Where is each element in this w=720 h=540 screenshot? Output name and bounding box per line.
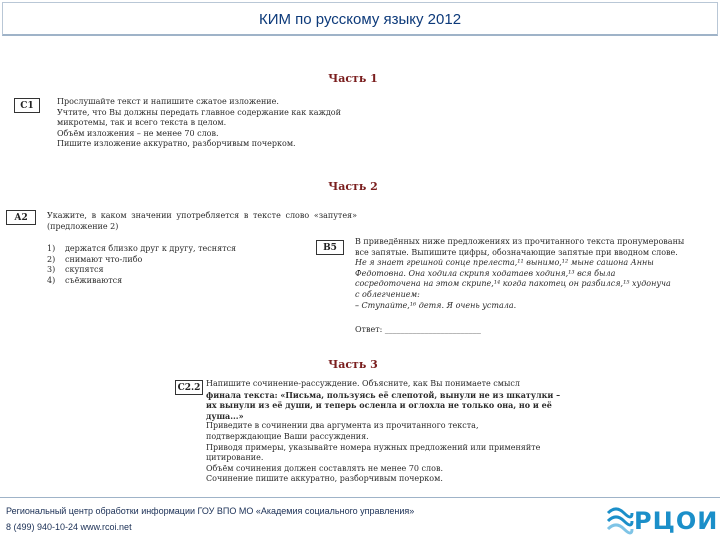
c22-line: подтверждающие Ваши рассуждения. (206, 431, 369, 441)
b5-line: Не я знает грешной сонце прелеста,¹¹ вынимо,¹² мыне сашона Анны (355, 258, 654, 268)
footer-contact: 8 (499) 940-10-24 www.rcoi.net (6, 522, 132, 532)
b5-line: В приведённых ниже предложениях из прочитанного текста пронумерованы (355, 237, 685, 246)
c22-code-box: С2.2 (175, 380, 203, 395)
b5-answer-line: Ответ: ________________________ (355, 325, 481, 335)
b5-line: – Ступайте,¹⁶ детя. Я очень устала. (355, 300, 517, 310)
c22-line: Сочинение пишите аккуратно, разборчивым почерком. (206, 474, 443, 484)
c22-line: Приводя примеры, указывайте номера нужных предложений или применяйте (206, 442, 541, 452)
b5-code-box: В5 (316, 240, 344, 255)
title-bar (2, 2, 718, 36)
c22-line: Объём сочинения должен составлять не менее 70 слов. (206, 463, 443, 473)
part-1-heading: Часть 1 (328, 72, 378, 85)
a2-question-text: Укажите, в каком значении употребляется в тексте слово «запутея» (предложение 2) (47, 211, 357, 231)
footer (0, 497, 720, 540)
b5-line: сосредоточена на этом скрипе,¹⁴ когда пакотец он разбился,¹⁵ худонуча (355, 279, 671, 289)
rcoi-logo (604, 503, 719, 537)
a2-option: 4) съёживаются (47, 275, 123, 285)
c1-line: Объём изложения – не менее 70 слов. (57, 128, 219, 138)
logo-wave-icon (604, 503, 634, 537)
a2-option: 2) снимают что-либо (47, 254, 143, 264)
b5-line: Федотовна. Она ходила скрипя ходатаев ходиня,¹³ вся была (355, 268, 616, 278)
c22-line: их вынули из её души, и теперь осленла и оглохла не только она, но и её (206, 400, 552, 411)
a2-option: 3) скупятся (47, 265, 104, 275)
c1-line: Прослушайте текст и напишите сжатое изложение. (57, 97, 279, 106)
b5-line: с облегчением: (355, 289, 420, 299)
c1-code-box: С1 (14, 98, 40, 113)
c1-task (57, 97, 383, 150)
a2-option: 1) держатся близко друг к другу, теснятся (47, 244, 237, 253)
page-title: КИМ по русскому языку 2012 (258, 11, 462, 28)
part-3-heading: Часть 3 (328, 358, 378, 371)
a2-options (47, 244, 297, 286)
c22-line: Напишите сочинение-рассуждение. Объясните, как Вы понимаете смысл (206, 379, 520, 388)
b5-task (355, 237, 685, 336)
part-2-heading: Часть 2 (328, 180, 378, 193)
a2-question (47, 211, 357, 232)
c22-line: финала текста: «Письма, пользуясь её слепотой, вынули не из шкатулки – (206, 389, 561, 400)
c22-line: цитирование. (206, 453, 264, 463)
c22-line: душа...» (206, 410, 244, 421)
c22-line: Приведите в сочинении два аргумента из прочитанного текста, (206, 421, 479, 431)
a2-code-box: А2 (6, 210, 36, 225)
logo-text: РЦОИ (634, 507, 719, 535)
c1-line: Пишите изложение аккуратно, разборчивым почерком. (57, 139, 296, 149)
b5-line: все запятые. Выпишите цифры, обозначающие запятые при вводном слове. (355, 247, 678, 257)
footer-org: Региональный центр обработки информации ГОУ ВПО МО «Академия социального управления» (6, 506, 415, 516)
c1-line: микротемы, так и всего текста в целом. (57, 118, 227, 128)
c22-task (206, 379, 561, 485)
c1-line: Учтите, что Вы должны передать главное содержание как каждой (57, 107, 341, 117)
